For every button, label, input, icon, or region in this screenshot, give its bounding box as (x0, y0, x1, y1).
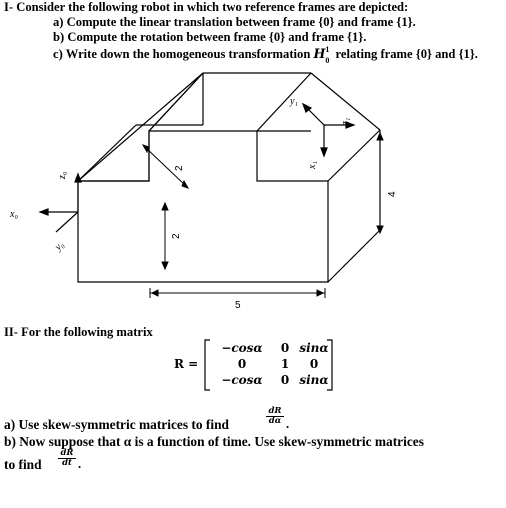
H-superscript: 1 (325, 45, 330, 54)
problem1-part-a: a) Compute the linear translation between frame {0} and frame {1}. (53, 15, 416, 29)
label-y1: y₁ (290, 96, 298, 107)
fraction-dR-dalpha (266, 407, 284, 426)
period-b: . (78, 457, 82, 471)
problem1-title: I- Consider the following robot in which two reference frames are depicted: (4, 0, 409, 14)
part-c-suffix: relating frame {0} and {1}. (332, 47, 478, 61)
problem1-part-b: b) Compute the rotation between frame {0} and frame {1}. (53, 30, 367, 44)
fraction-dR-dt (58, 449, 76, 468)
frac-a-den: dα (266, 416, 284, 426)
label-y0: y₀ (52, 239, 67, 253)
problem2-part-a: a) Use skew-symmetric matrices to find (4, 417, 229, 432)
dim-top-width: 2 (174, 165, 185, 171)
label-z1: z₁ (340, 117, 351, 125)
dim-base-length: 5 (235, 300, 241, 311)
frac-a-num: dR (268, 406, 282, 416)
homogeneous-H: H (313, 46, 326, 61)
m33: sinα (299, 373, 329, 387)
dim-right-height: 4 (387, 191, 398, 197)
problem2-part-b-line1: b) Now suppose that α is a function of time. Use skew-symmetric matrices (4, 434, 424, 449)
label-z0: z₀ (57, 171, 68, 179)
problem2-title: II- For the following matrix (4, 325, 153, 339)
m11: −cosα (221, 341, 263, 355)
dim-front-height: 2 (171, 233, 182, 239)
m12: 0 (280, 341, 290, 355)
m32: 0 (280, 373, 290, 387)
H-subscript: 0 (325, 56, 330, 65)
m21: 0 (237, 357, 247, 371)
m31: −cosα (221, 373, 263, 387)
matrix-R-label: R = (174, 357, 199, 371)
part-c-prefix: c) Write down the homogeneous transformation (53, 47, 314, 61)
m23: 0 (309, 357, 319, 371)
frac-b-num: dR (60, 448, 74, 458)
frac-b-den: dt (58, 458, 76, 468)
m13: sinα (299, 341, 329, 355)
m22: 1 (280, 357, 290, 371)
label-x0: x₀ (10, 209, 18, 220)
period-a: . (286, 417, 290, 431)
label-x1: x₁ (307, 161, 318, 169)
problem2-part-b-line2: to find (4, 457, 42, 472)
